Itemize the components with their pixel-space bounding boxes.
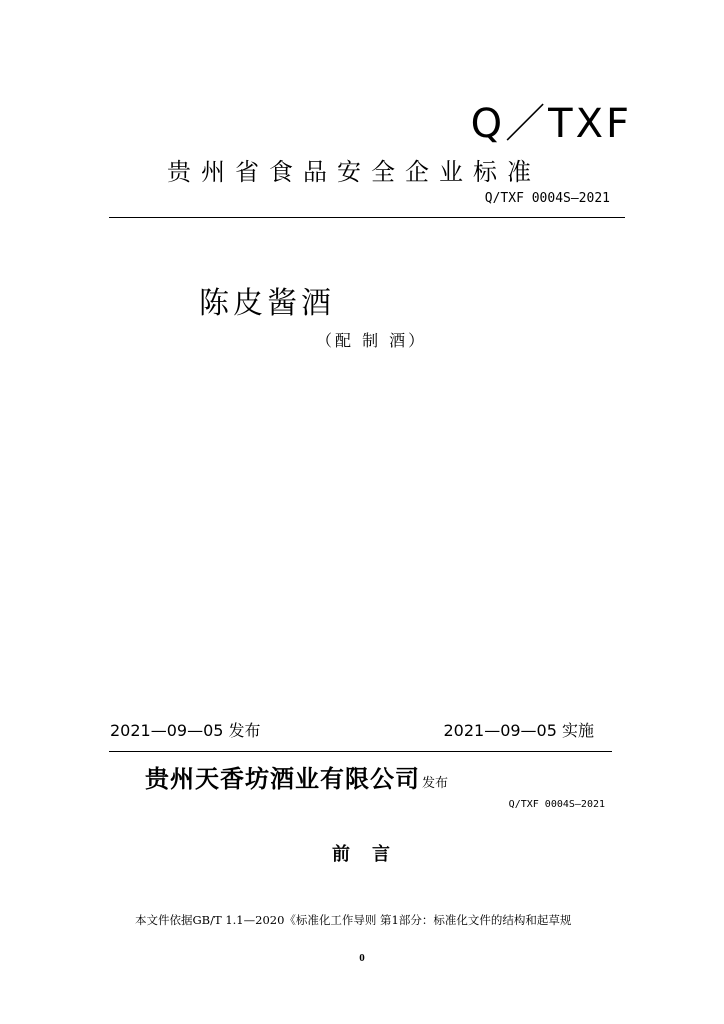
standard-code: Q／TXF xyxy=(470,101,632,147)
standard-number: Q/TXF 0004S—2021 xyxy=(484,191,610,206)
page-header-number: Q/TXF 0004S—2021 xyxy=(508,799,605,810)
implementation-date: 2021—09—05 实施 xyxy=(443,721,594,740)
foreword-text: 本文件依据GB/T 1.1—2020《标准化工作导则 第1部分：标准化文件的结构和起草规 xyxy=(135,913,572,927)
issuer-name: 贵州天香坊酒业有限公司 xyxy=(145,765,420,793)
footer-divider xyxy=(109,751,612,752)
page-number: 0 xyxy=(359,952,365,964)
issue-date: 2021—09—05 发布 xyxy=(110,721,261,740)
foreword-title: 前言 xyxy=(332,844,412,865)
product-type: （配 制 酒） xyxy=(316,331,428,350)
issuer-line xyxy=(145,762,448,801)
standard-title: 贵州省食品安全企业标准 xyxy=(167,158,541,186)
issuer-suffix: 发布 xyxy=(422,776,449,791)
product-name: 陈皮酱酒 xyxy=(199,286,335,321)
header-divider xyxy=(109,217,625,218)
